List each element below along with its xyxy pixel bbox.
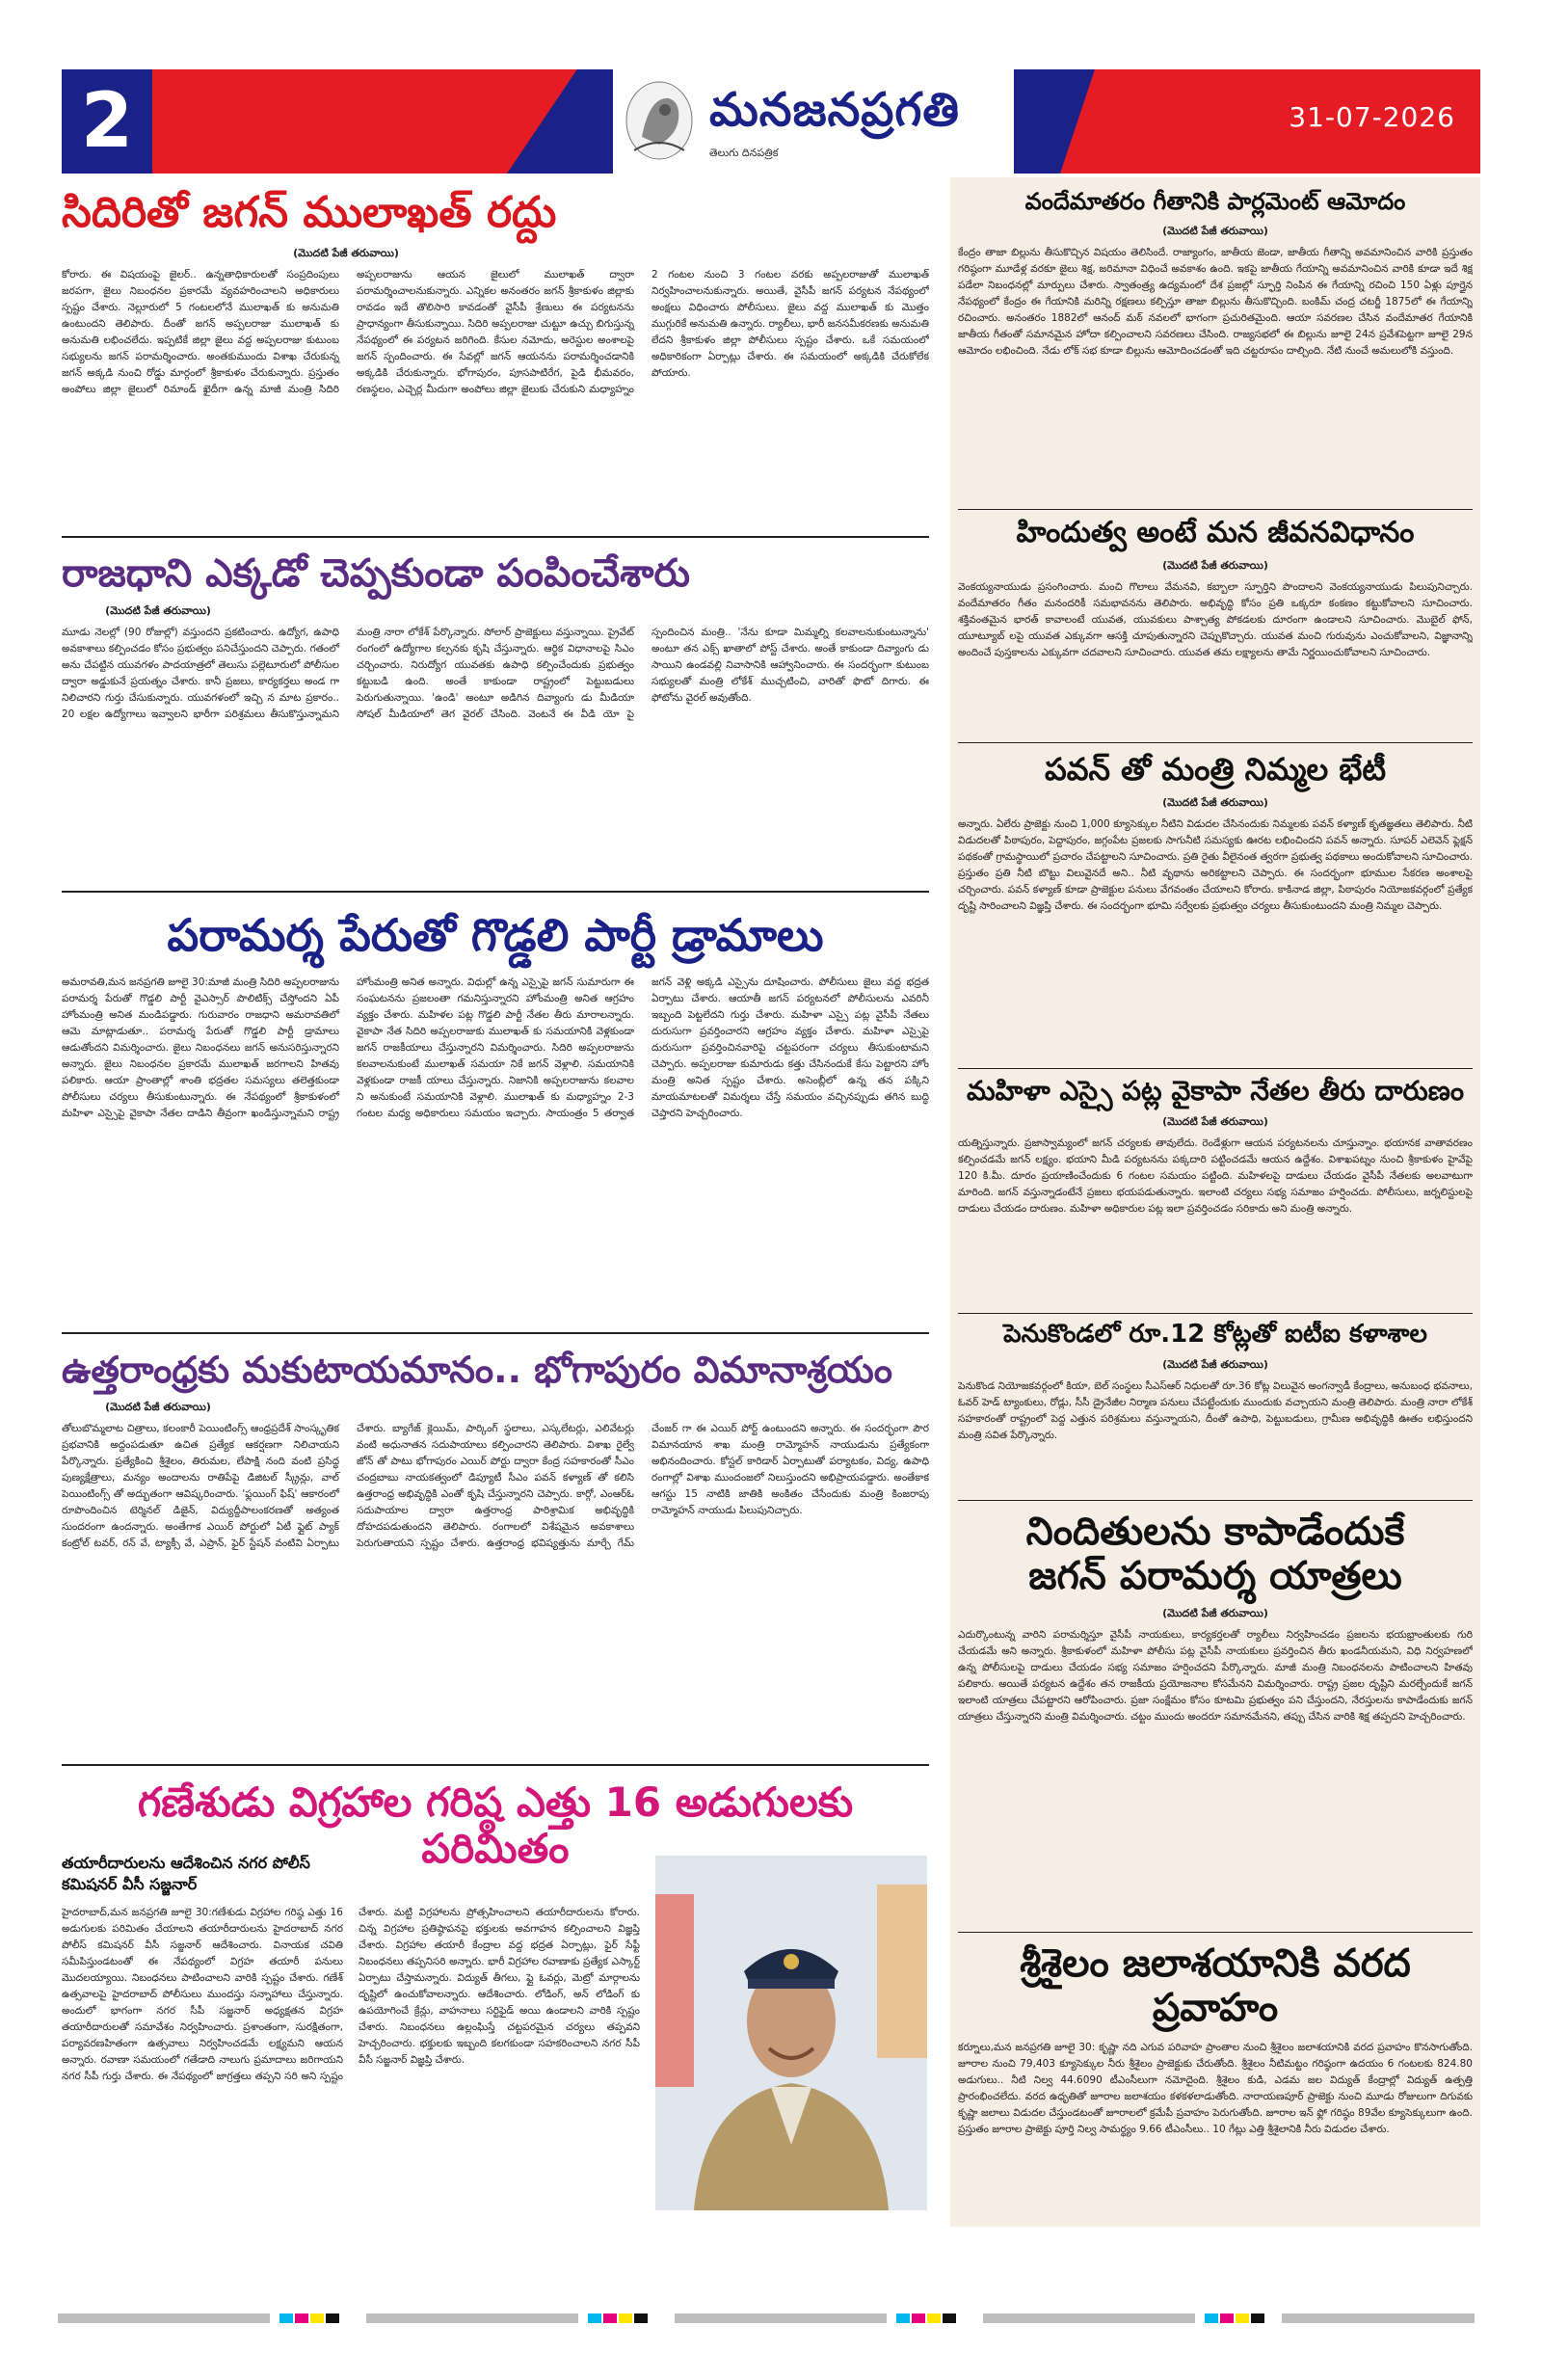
subheadline: తయారీదారులను ఆదేశించిన నగర పోలీస్ కమిషనర్ వీసీ సజ్జనార్ xyxy=(62,1854,310,1893)
divider xyxy=(62,1764,929,1766)
article-ganesha-text xyxy=(62,1853,640,2223)
headline: సిదిరితో జగన్ ములాఖత్ రద్దు xyxy=(62,189,557,237)
continuation-label: (మొదటి పేజీ తరువాయి) xyxy=(105,1400,211,1413)
paper-logo xyxy=(613,69,1014,174)
continuation-label: (మొదటి పేజీ తరువాయి) xyxy=(1162,795,1268,809)
color-swatch-magenta xyxy=(295,2313,308,2323)
article-pawan xyxy=(958,752,1473,1062)
issue-date: 31-07-2026 xyxy=(1289,101,1455,133)
continuation-label: (మొదటి పేజీ తరువాయి) xyxy=(1162,558,1268,572)
color-swatch-black xyxy=(1251,2313,1264,2323)
article-penukonda xyxy=(958,1321,1473,1494)
article-body: వెంకయ్యనాయుడు ప్రసంగించారు. మంచి గొలాలు వేమనవి, కబ్బాలా స్ఫూర్తిని పొందాలని వెంకయ్యనాయుడు పిలుపునిచ్చారు. వందేమాతరం గీతం మనందరికీ సమభావనను తెలిపారు. అభివృద్ధి కోసం ప్రతి ఒక్కరూ కంకణం కట్టుకోవాలని సూచించారు. శక్తివంతమైన భారత్ కావాలంటే యువత, యువకులు పాశ్చాత్య పోకడలకు దూరంగా ఉండాలని సూచించారు. మొబైల్ ఫోన్, యూట్యూబ్ లపై యువత ఎక్కువగా ఆసక్తి చూపుతున్నారని చెప్పుకొచ్చారు. యువత మంచి గురువును ఎంచుకోవాలని, విజ్ఞానాన్ని అందించే పుస్తకాలను ఎక్కువగా చదవాలని సూచించారు. యువత తమ లక్ష్యాలను తామే నిర్ణయించుకోవాలని సూచించారు. xyxy=(958,580,1473,658)
article-body: ఎదుర్కొంటున్న వారిని పరామర్శిస్తూ వైసీపీ నాయకులు, కార్యకర్తలతో ర్యాలీలు నిర్వహించడం ప్రజలను భయభ్రాంతులకు గురి చేయడమే అని అన్నారు. శ్రీకాకుళంలో మహిళా పోలీసు పట్ల వైసీపీ నాయకులు ప్రవర్తించిన తీరు ఖండనీయమని, విధి నిర్వహణలో ఉన్న పోలీసులపై దాడులు చేయడం సభ్య సమాజం హర్షించదని పేర్కొన్నారు. మాజీ మంత్రి నిబంధనలను పాటించాలని హితవు పలికారు. అయితే పర్యటన ఉద్దేశం తన రాజకీయ ప్రయోజనాల కోసమేనని విమర్శించారు. రాష్ట్ర ప్రజల దృష్టిని మరల్చేందుకే జగన్ ఇలాంటి యాత్రలు చేపట్టారని ఆరోపించారు. ప్రజా సంక్షేమం కోసం కూటమి ప్రభుత్వం పని చేస్తుందని, నేరస్తులను కాపాడేందుకు జగన్ యాత్రలు చేస్తున్నారని మంత్రి విమర్శించారు. చట్టం ముందు అందరూ సమానమేనని, తప్పు చేసిన వారికి శిక్ష తప్పదని హెచ్చరించారు. xyxy=(958,1629,1473,1723)
police-commissioner-photo xyxy=(655,1856,927,2210)
article-body: కేంద్రం తాజా బిల్లును తీసుకొచ్చిన విషయం తెలిసిందే. రాజ్యాంగం, జాతీయ జెండా, జాతీయ గీతాన్ని అవమానించిన వారికి ప్రస్తుతం గరిష్ఠంగా మూడేళ్ల వరకూ జైలు శిక్ష, జరిమానా విధించే అవకాశం ఉంది. ఇకపై జాతీయ గేయాన్ని అవమానించిన వారికి కూడా ఇదే శిక్ష పడేలా నిబంధనల్లో మార్పులు చేశారు. స్వాతంత్ర్య ఉద్యమంలో దేశ ప్రజల్లో స్ఫూర్తి నింపిన ఈ గేయాన్ని రచించి 150 ఏళ్లు పూర్తైన నేపథ్యంలో కేంద్రం ఈ గేయానికి మరిన్ని రక్షణలు కల్పిస్తూ తాజా బిల్లును తీసుకొచ్చింది. బంకిమ్ చంద్ర చటర్జీ 1875లో ఈ గేయాన్ని రచించారు. అనంతరం 1882లో ఆనంద్ మఠ్ నవలలో భాగంగా ప్రచురితమైంది. ఆయా సవరణల చేసిన వందేమాతర గేయానికి జాతీయ గీతంతో సమానమైన హోదా కల్పించాలని సవరణలు చేసింది. రాజ్యసభలో ఈ బిల్లును జూలై 24న ప్రవేశపెట్టగా జూలై 29న ఆమోదం లభించింది. నేడు లోక్ సభ కూడా బిల్లును ఆమోదించడంతో ఇది చట్టరూపం దాల్చింది. నేటి నుంచే అమలులోకి వస్తుంది. xyxy=(958,246,1473,357)
headline: పరామర్శ పేరుతో గొడ్డలి పార్టీ డ్రామాలు xyxy=(167,910,824,961)
continuation-label: (మొదటి పేజీ తరువాయి) xyxy=(293,246,399,259)
article-srisailam xyxy=(958,1941,1473,2221)
registration-gray-bar xyxy=(366,2313,578,2323)
article-body: తోలుబొమ్మలాట చిత్రాలు, కలంకారీ పెయింటింగ్స్ ఆంధ్రప్రదేశ్ సాంస్కృతిక ప్రభవానికి అద్దంపడుతూ ఉచిత ప్రత్యేక ఆకర్షణగా నిలిచాయని పేర్కొన్నారు. ప్రత్యేకించి శ్రీశైలం, తిరుమల, లేపాక్షి నంది వంటి ప్రసిద్ధ పుణ్యక్షేత్రాలు, మన్యం అందాలను రాతిపేపై డిజిటల్ స్క్రీన్లు, వాల్ పెయింటింగ్స్ తో అద్భుతంగా ఆవిష్కరించారు. 'ఫ్లయింగ్ ఫిష్' ఆకారంలో రూపొందించిన టెర్మినల్ డిజైన్, విద్యుద్దీపాలంకరణతో అత్యంత సుందరంగా ఉందన్నారు. అంతేగాక ఎయిర్ పోర్టులో ఏటీ ఫ్లైట్ ప్యాక్ కంట్రోల్ టవర్, రన్ వే, ట్యాక్సీ వే, ఎప్రాన్, ఫైర్ స్టేషన్ వంటివి ఏర్పాటు చేశారు. బ్యాగేజ్ క్లెయిమ్, పార్కింగ్ స్థలాలు, ఎస్కలేటర్లు, ఎలివేటర్లు వంటి అధునాతన సదుపాయాలు కల్పించారని తెలిపారు. విశాఖ రైల్వే జోన్ తో పాటు భోగాపురం ఎయిర్ పోర్టు ద్వారా కేంద్ర సహకారంతో సీఎం చంద్రబాబు నాయకత్వంలో డిప్యూటీ సీఎం పవన్ కళ్యాణ్ తో కలిసి ఉత్తరాంధ్ర అభివృద్ధికి ఎంతో కృషి చేస్తున్నారని చెప్పారు. కార్గో, ఎంఆర్ఓ సదుపాయాల ద్వారా ఉత్తరాంధ్ర పారిశ్రామిక అభివృద్ధికి దోహదపడుతుందని తెలిపారు. రంగాలలో విశేషమైన అవకాశాలు పెరుగుతాయని స్పష్టం చేశారు. ఉత్తరాంధ్ర భవిష్యత్తును మార్చే గేమ్ చేంజర్ గా ఈ ఎయిర్ పోర్ట్ ఉంటుందని అన్నారు. ఈ సందర్భంగా పౌర విమానయాన శాఖ మంత్రి రామ్మోహన్ నాయుడును ప్రత్యేకంగా అభినందించారు. కోస్టల్ కారిడార్ ఏర్పాటుతో పర్యాటకం, విద్య, ఉపాధి రంగాల్లో విశాఖ ముందంజలో నిలుస్తుందని అభిప్రాయపడ్డారు. అంతేకాక ఆగస్టు 15 నాటికి జాతికి అంకితం చేసేందుకు మంత్రి కింజరాపు రామ్మోహన్ నాయుడు పిలుపునిచ్చారు. xyxy=(62,1422,929,1549)
headline: నిందితులను కాపాడేందుకే జగన్ పరామర్శ యాత్రలు xyxy=(1025,1510,1405,1598)
divider xyxy=(62,536,929,538)
newspaper-emblem-icon xyxy=(621,77,698,164)
article-hindutva xyxy=(958,517,1473,736)
color-swatch-cyan xyxy=(279,2313,293,2323)
divider xyxy=(958,1500,1473,1501)
registration-gray-bar xyxy=(1282,2313,1475,2323)
article-bhogapuram xyxy=(62,1350,929,1754)
divider xyxy=(62,891,929,893)
continuation-label: (మొదటి పేజీ తరువాయి) xyxy=(105,604,211,617)
print-registration-bar xyxy=(39,2310,1503,2327)
article-rajadhani xyxy=(62,551,929,879)
headline: హిందుత్వ అంటే మన జీవనవిధానం xyxy=(1016,517,1415,549)
article-mahila-si xyxy=(958,1076,1473,1307)
paper-name: మనజనప్రగతి xyxy=(709,83,960,137)
continuation-label: (మొదటి పేజీ తరువాయి) xyxy=(1162,224,1268,237)
divider xyxy=(958,1313,1473,1314)
headline: శ్రీశైలం జలాశయానికి వరద ప్రవాహం xyxy=(1020,1941,1411,2030)
color-swatch-yellow xyxy=(927,2313,941,2323)
article-jagan-mulakat xyxy=(62,189,929,526)
color-swatch-yellow xyxy=(619,2313,632,2323)
article-paramarsha xyxy=(62,910,929,1324)
paper-tagline: తెలుగు దినపత్రిక xyxy=(709,147,779,159)
headline: మహిళా ఎస్సై పట్ల వైకాపా నేతల తీరు దారుణం xyxy=(966,1076,1465,1107)
headline: వందేమాతరం గీతానికి పార్లమెంట్ ఆమోదం xyxy=(1024,189,1406,215)
color-swatch-black xyxy=(326,2313,339,2323)
article-body: హైదరాబాద్,మన జనప్రగతి జూలై 30:గణేశుడు విగ్రహాల గరిష్ఠ ఎత్తు 16 అడుగులకు పరిమితం చేయాలని తయారీదారులను హైదరాబాద్ నగర పోలీస్ కమిషనర్ వీసీ సజ్జనార్ ఆదేశించారు. వినాయక చవితి సమీపిస్తుండటంతో ఈ నేపథ్యంలో విగ్రహ తయారీ పనులు మొదలయ్యాయి. నిబంధనలు పాటించాలని వారికి స్పష్టం చేశారు. గణేశ్ ఉత్సవాలపై హైదరాబాద్ పోలీసులు ముందస్తు సన్నాహాలు చేస్తున్నారు. అందులో భాగంగా నగర సీపీ సజ్జనార్ అధ్యక్షతన విగ్రహ తయారీదారులతో సమావేశం నిర్వహించారు. ప్రశాంతంగా, సురక్షితంగా, పర్యావరణహితంగా ఉత్సవాలు నిర్వహించడమే లక్ష్యమని ఆయన అన్నారు. రవాణా సమయంలో గతేడాది నాలుగు ప్రమాదాలు జరిగాయని నగర సీపీ గుర్తు చేశారు. ఈ నేపథ్యంలో జాగ్రత్తలు తప్పని సరి అని స్పష్టం చేశారు. మట్టి విగ్రహాలను ప్రోత్సహించాలని తయారీదారులను కోరారు. చిన్న విగ్రహాల ప్రతిష్ఠాపనపై భక్తులకు అవగాహన కల్పించాలని విజ్ఞప్తి చేశారు. విగ్రహాల తయారీ కేంద్రాల వద్ద భద్రత ఏర్పాట్లు, ఫైర్ సేఫ్టీ నిబంధనలు తప్పనిసరి అన్నారు. భారీ విగ్రహాల రవాణాకు ప్రత్యేక ఎస్కార్ట్ ఏర్పాటు చేస్తామన్నారు. విద్యుత్ తీగలు, ఫ్లై ఓవర్లు, మెట్రో మార్గాలను దృష్టిలో ఉంచుకోవాలన్నారు. ఆదేశించారు. లోడింగ్, అన్ లోడింగ్ కు ఉపయోగించే క్రేన్లు, వాహనాలు సర్టిఫైడ్ అయి ఉండాలని వారికి స్పష్టం చేశారు. నిబంధనలు ఉల్లంఘిస్తే చట్టపరమైన చర్యలు తప్పవని హెచ్చరించారు. భక్తులకు ఇబ్బంది కలగకుండా సహకరించాలని నగర సీపీ వీసీ సజ్జనార్ విజ్ఞప్తి చేశారు. xyxy=(62,1907,640,2082)
color-swatch-cyan xyxy=(588,2313,601,2323)
color-swatch-yellow xyxy=(310,2313,324,2323)
color-swatch-cyan xyxy=(1205,2313,1218,2323)
masthead xyxy=(62,69,1480,174)
color-swatch-magenta xyxy=(603,2313,617,2323)
divider xyxy=(958,509,1473,510)
headline: ఉత్తరాంధ్రకు మకుటాయమానం.. భోగాపురం విమానాశ్రయం xyxy=(62,1350,893,1391)
color-swatch-magenta xyxy=(912,2313,925,2323)
article-body: మూడు నెలల్లో (90 రోజుల్లో) వస్తుందని ప్రకటించారు. ఉద్యోగ, ఉపాధి అవకాశాలు కల్పించడం కోసం ప్రభుత్వం పనిచేస్తుందని చెప్పారు. గతంలో అను చేపట్టిన యువగళం పాదయాత్రలో తెలుసు పల్లెటూరులో పోలీసుల ద్వారా అడ్డుకునే ప్రయత్నం చేశారు. కానీ ప్రజలు, కార్యకర్తలు అండ గా నిలిచారని గుర్తు చేసుకున్నారు. యువగళంలో ఇచ్చి న మాట ప్రకారం.. 20 లక్షల ఉద్యోగాలు ఇవ్వాలని భారీగా పరిశ్రమలు తీసుకొస్తున్నామని మంత్రి నారా లోకేశ్ పేర్కొన్నారు. సోలార్ ప్రాజెక్టులు వస్తున్నాయి. ప్రైవేట్ రంగంలో ఉద్యోగాల కల్పనకు కృషి చేస్తున్నారు. ఆర్థిక విధానాలపై సిఎం చర్చించారు. నిరుద్యోగ యువతకు ఉపాధి కల్పించేందుకు ప్రభుత్వం కట్టుబడి ఉంది. అంతే కాకుండా రాష్ట్రంలో పెట్టుబడులు పెరుగుతున్నాయి. 'ఉండి' అంటూ అడిగిన దివ్యాంగు డు మీడియా సోషల్ మీడియాలో తెగ వైరల్ చేసింది. వెంటనే ఈ వీడి యో పై స్పందించిన మంత్రి.. 'నేను కూడా మిమ్మల్ని కలవాలనుకుంటున్నాను' అంటూ తన ఎక్స్ ఖాతాలో పోస్ట్ చేశారు. అంతే కాకుండా దివ్యాంగు డు సాయిని ఉండవల్లి నివాసానికి ఆహ్వానించారు. ఈ సందర్భంగా కుటుంబ సభ్యులతో మంత్రి లోకేశ్ ముచ్చటించి, వారితో ఫొటో దిగారు. ఈ ఫోటోను వైరల్ అవుతోంది. xyxy=(62,627,929,720)
article-body: కర్నూలు,మన జనప్రగతి జూలై 30: కృష్ణా నది ఎగువ పరివాహ ప్రాంతాల నుంచి శ్రీశైలం జలాశయానికి వరద ప్రవాహం కొనసాగుతోంది. జూరాల నుంచి 79,403 క్యూసెక్కుల నీరు శ్రీశైలం ప్రాజెక్టుకు చేరుతోంది. శ్రీశైలం నీటిమట్టం గరిష్ఠంగా ఉదయం 6 గంటలకు 824.80 అడుగులు.. నీటి నిల్వ 44.6090 టీఎంసీలుగా నమోదైంది. శ్రీశైలం కుడి, ఎడమ జల విద్యుత్ కేంద్రాల్లో విద్యుత్ ఉత్పత్తి ప్రారంభించలేదు. వరద ఉధృతితో జూరాల జలాశయం కళకళలాడుతోంది. నారాయణపూర్ ప్రాజెక్టు నుంచి మూడు రోజులుగా దిగువకు కృష్ణా జలాలు విడుదల చేస్తుండటంతో జూరాలలో క్రమేపీ ప్రవాహం పెరుగుతోంది. జూరాల ఇన్ ఫ్లో గరిష్ఠం 89వేల క్యూసెక్కులుగా ఉంది. ప్రస్తుతం జూరాల ప్రాజెక్టు పూర్తి నిల్వ సామర్థ్యం 9.66 టీఎంసీలు.. 10 గేట్లు ఎత్తి శ్రీశైలానికి నీరు విడుదల చేశారు. xyxy=(958,2042,1473,2135)
color-swatch-black xyxy=(634,2313,648,2323)
divider xyxy=(62,1332,929,1334)
registration-gray-bar xyxy=(675,2313,887,2323)
continuation-label: (మొదటి పేజీ తరువాయి) xyxy=(1162,1357,1268,1371)
police-commissioner-photo-illustration xyxy=(655,1856,927,2210)
continuation-label: (మొదటి పేజీ తరువాయి) xyxy=(1162,1115,1268,1129)
color-swatch-cyan xyxy=(896,2313,910,2323)
divider xyxy=(958,1932,1473,1933)
page-number: 2 xyxy=(62,69,152,174)
article-body: అన్నారు. ఏలేరు ప్రాజెక్టు నుంచి 1,000 క్యూసెక్కుల నీటిని విడుదల చేసినందుకు నిమ్మలకు పవన్ కళ్యాణ్ కృతజ్ఞతలు తెలిపారు. నీటి విడుదలతో పిఠాపురం, పెద్దాపురం, జగ్గంపేట ప్రజలకు సాగునీటి సమస్యకు ఊరట లభించిందని పవన్ అన్నారు. సూపర్ ఎలెవెన్ ఫ్లెక్షన్ పథకంతో గ్రామస్థాయిలో ప్రచారం చేపట్టాలని సూచించారు. ప్రతి రైతు వీలైనంత త్వరగా ప్రభుత్వ పథకాలు అందుకోవాలని సూచించారు. ప్రస్తుతం ప్రతి నీటి బొట్టు విలువైనదే అని.. నీటి వృథాను అరికట్టాలని చెప్పారు. ఈ సందర్భంగా భూముల సేకరణ అంశాలపై చర్చించారు. పవన్ కళ్యాణ్ కూడా ప్రాజెక్టుల పనులు వేగవంతం చేయాలని కోరారు. కాకినాడ జిల్లా, పిఠాపురం నియోజకవర్గంలో ప్రత్యేక దృష్టి సారించాలని విజ్ఞప్తి చేశారు. ఈ సందర్భంగా భూమి సర్వేలకు ప్రభుత్వం చర్యలు తీసుకుంటుందని మంత్రి నిమ్మల చెప్పారు. xyxy=(958,817,1473,912)
continuation-label: (మొదటి పేజీ తరువాయి) xyxy=(1162,1607,1268,1619)
divider xyxy=(958,742,1473,743)
headline: పవన్ తో మంత్రి నిమ్మల భేటీ xyxy=(1044,752,1387,788)
headline: పెనుకొండలో రూ.12 కోట్లతో ఐటీఐ కళాశాల xyxy=(1003,1321,1427,1349)
article-vandemataram xyxy=(958,189,1473,511)
article-body: యత్నిస్తున్నారు. ప్రజాస్వామ్యంలో జగన్ చర్యలకు తావులేదు. రెండేళ్లుగా ఆయన పర్యటనలను చూస్తున్నాం. భయానక వాతావరణం కల్పించడమే జగన్ లక్ష్యం. భయాని మీడి పర్యటనను పక్కదారి పట్టించడమే ఆయన ఉద్దేశం. విశాఖపట్నం నుంచి శ్రీకాకుళం హైవేపై 120 కి.మీ. దూరం ప్రయాణించేందుకు 6 గంటల సమయం పట్టింది. మహిళలపై దాడులు చేయడం వైసీపీ నేతలకు అలవాటుగా మారింది. జగన్ వస్తున్నాడంటేనే ప్రజలు భయపడుతున్నారు. ఇలాంటి చర్యలు సభ్య సమాజం హర్షించదు. పోలీసులు, జర్నలిస్టులపై దాడులు చేయడం దారుణం. మహిళా అధికారుల పట్ల ఇలా ప్రవర్తించడం సరికాదు అని మంత్రి అన్నారు. xyxy=(958,1137,1473,1216)
article-body: పెనుకొండ నియోజకవర్గంలో కియా, బెల్ సంస్థలు సీఎస్ఆర్ నిధులతో రూ.36 కోట్ల విలువైన అంగన్వాడీ కేంద్రాలు, అనుబంధ భవనాలు, ఓవర్ హెడ్ ట్యాంకులు, రోడ్లు, సీసీ డ్రైనేజీల నిర్మాణ పనులు చేపట్టేందుకు ముందుకు వచ్చాయని మంత్రి తెలిపారు. మంత్రి నారా లోకేశ్ సహకారంతో రాష్ట్రంలో పెద్ద ఎత్తున పరిశ్రమలు వస్తున్నాయని, దీంతో ఉపాధి, పెట్టుబడులు, గ్రామీణ అభివృద్ధికి ఊతం లభిస్తుందని మంత్రి సవిత పేర్కొన్నారు. xyxy=(958,1379,1473,1441)
article-body: కోరారు. ఈ విషయంపై జైలర్.. ఉన్నతాధికారులతో సంప్రదింపులు జరపగా, జైలు నిబంధనల ప్రకారమే వ్యవహరించాలని అధికారులు స్పష్టం చేశారు. నెల్లూరులో 5 గంటలలోనే ములాఖత్ కు అనుమతి ఉంటుందని తెలిపారు. దీంతో జగన్ అప్పలరాజు ములాఖత్ కు అనుమతి లభించలేదు. ఇప్పటికే జిల్లా జైలు వద్ద అప్పలరాజు కుటుంబ సభ్యులను జగన్ పరామర్శించారు. అంతకుముందు విశాఖ చేరుకున్న జగన్ అక్కడి నుంచి రోడ్డు మార్గంలో శ్రీకాకుళం చేరుకున్నారు. ప్రస్తుతం అంపోలు జిల్లా జైలులో రిమాండ్ ఖైదీగా ఉన్న మాజీ మంత్రి సిదిరి అప్పలరాజును ఆయన జైలులో ములాఖత్ ద్వారా పరామర్శించాలనుకున్నారు. ఎన్నికల అనంతరం జగన్ శ్రీకాకుళం జిల్లాకు రావడం ఇదే తొలిసారి కావడంతో వైసీపీ శ్రేణులు ఈ పర్యటనను ప్రాధాన్యంగా తీసుకున్నాయి. సిదిరి అప్పలరాజు చుట్టూ ఉచ్చు బిగుస్తున్న నేపథ్యంలో ఈ పర్యటన జరిగింది. కేసుల నమోదు, అరెస్టుల అంశాలపై జగన్ స్పందించారు. ఈ సేవల్లో జగన్ ఆయనను పరామర్శించడానికి అక్కడికి చేరుకున్నారు. భోగాపురం, పూసపాటిరేగ, పైడి భీమవరం, రణస్థలం, ఎచ్చెర్ల మీదుగా అంపోలు జిల్లా జైలుకు చేరుకుని మధ్యాహ్నం 2 గంటల నుంచి 3 గంటల వరకు అప్పలరాజుతో ములాఖత్ నిర్వహించాలనుకున్నారు. అయితే, వైసీపీ జగన్ పర్యటన నేపథ్యంలో అంక్షలు విధించారు పోలీసులు. జైలు వద్ద ములాఖత్ కు మొత్తం ముగ్గురికే అనుమతి ఉన్నారు. ర్యాలీలు, భారీ జనసమీకరణకు అనుమతి లేదని శ్రీకాకుళం జిల్లా పోలీసులు స్పష్టం చేశారు. ఒకే సమయంలో అధికారికంగా ఏర్పాట్లు చేశారు. ఈ సమయంలో అక్కడికి చేరుకోలేక పోయారు. xyxy=(62,268,929,395)
color-swatch-magenta xyxy=(1220,2313,1234,2323)
headline: రాజధాని ఎక్కడో చెప్పకుండా పంపించేశారు xyxy=(62,551,691,596)
article-ninditulu xyxy=(958,1510,1473,1924)
registration-gray-bar xyxy=(58,2313,270,2323)
color-swatch-yellow xyxy=(1236,2313,1249,2323)
article-body: అమరావతి,మన జనప్రగతి జూలై 30:మాజీ మంత్రి సిదిరి అప్పలరాజును పరామర్శ పేరుతో గొడ్డలి పార్టీ వైఎస్సార్ పొలిటిక్స్ చేస్తోందని ఏపీ హోంమంత్రి అనిత మండిపడ్డారు. గురువారం రాజధాని అమరావతిలో ఆమె మాట్లాడుతూ.. పరామర్శ పేరుతో గొడ్డలి పార్టీ డ్రామాలు ఆడుతోందని విమర్శించారు. జైలు నిబంధనలు జగన్ అనుసరిస్తున్నారని అన్నారు. జైలు నిబంధనల ప్రకారమే ములాఖత్ జరగాలని హితవు పలికారు. ఆయా ప్రాంతాల్లో శాంతి భద్రతల సమస్యలు తలెత్తకుండా పోలీసులు చర్యలు తీసుకుంటున్నారు. ఈ నేపథ్యంలో శ్రీకాకుళంలో మహిళా ఎస్సైపై వైకాపా నేతల దాడిని తీవ్రంగా ఖండిస్తున్నామని రాష్ట్ర హోంమంత్రి అనిత అన్నారు. విధుల్లో ఉన్న ఎస్సైపై జగన్ సుమారుగా ఈ సంఘటనను ప్రజలంతా గమనిస్తున్నారని హోంమంత్రి అనిత ఆగ్రహం వ్యక్తం చేశారు. మహిళల పట్ల గొడ్డలి పార్టీ నేతల తీరు మారాలన్నారు. వైకాపా నేత సిదిరి అప్పలరాజుకు ములాఖత్ కు సమయానికి వెళ్లకుండా జగన్ రాజకీయాలు చేస్తున్నారని విమర్శించారు. సిదిరి అప్పలరాజును కలవాలనుకుంటే ములాఖత్ సమయా నికే జగన్ వెళ్లాలి. సమయానికి వెళ్లకుండా రాజకీ యాలు చేస్తున్నారు. నిజానికి అప్పలరాజును కలవాల ని అనుకుంటే సమయానికి వెళ్లాలి. ములాఖత్ కు మధ్యాహ్నం 2-3 గంటల మధ్య అధికారులు సమయం ఇచ్చారు. సాయంత్రం 5 తర్వాత జగన్ వెళ్లి అక్కడి ఎస్సైను దూషించారు. పోలీసులు జైలు వద్ద భద్రత ఏర్పాటు చేశారు. ఆయాతీ జగన్ పర్యటనలో పోలీసులను ఎవరినీ ఇబ్బంది పెట్టలేదని గుర్తు చేశారు. మహిళా ఎస్సై పట్ల వైసీపీ నేతలు దురుసుగా ప్రవర్తించారని ఆగ్రహం వ్యక్తం చేశారు. మహిళా ఎస్సైపై దురుసుగా ప్రవర్తించినవారిపై చట్టపరంగా చర్యలు తీసుకుంటామని చెప్పారు. అప్పలరాజు కుమారుడు కత్తు చేసినందుకే కేసు పెట్టారని హోం మంత్రి అనిత స్పష్టం చేశారు. అసెంబ్లీలో ఉన్న తన పక్కిని మాయమాటలతో విమర్శలు చేస్తే సమయం వచ్చినప్పుడు తగిన బుద్ధి చెప్తారని హెచ్చరించారు. xyxy=(62,976,929,1119)
color-swatch-black xyxy=(943,2313,956,2323)
registration-gray-bar xyxy=(983,2313,1195,2323)
headline: గణేశుడు విగ్రహాల గరిష్ఠ ఎత్తు 16 అడుగులకు పరిమితం xyxy=(137,1779,854,1873)
divider xyxy=(958,1068,1473,1069)
